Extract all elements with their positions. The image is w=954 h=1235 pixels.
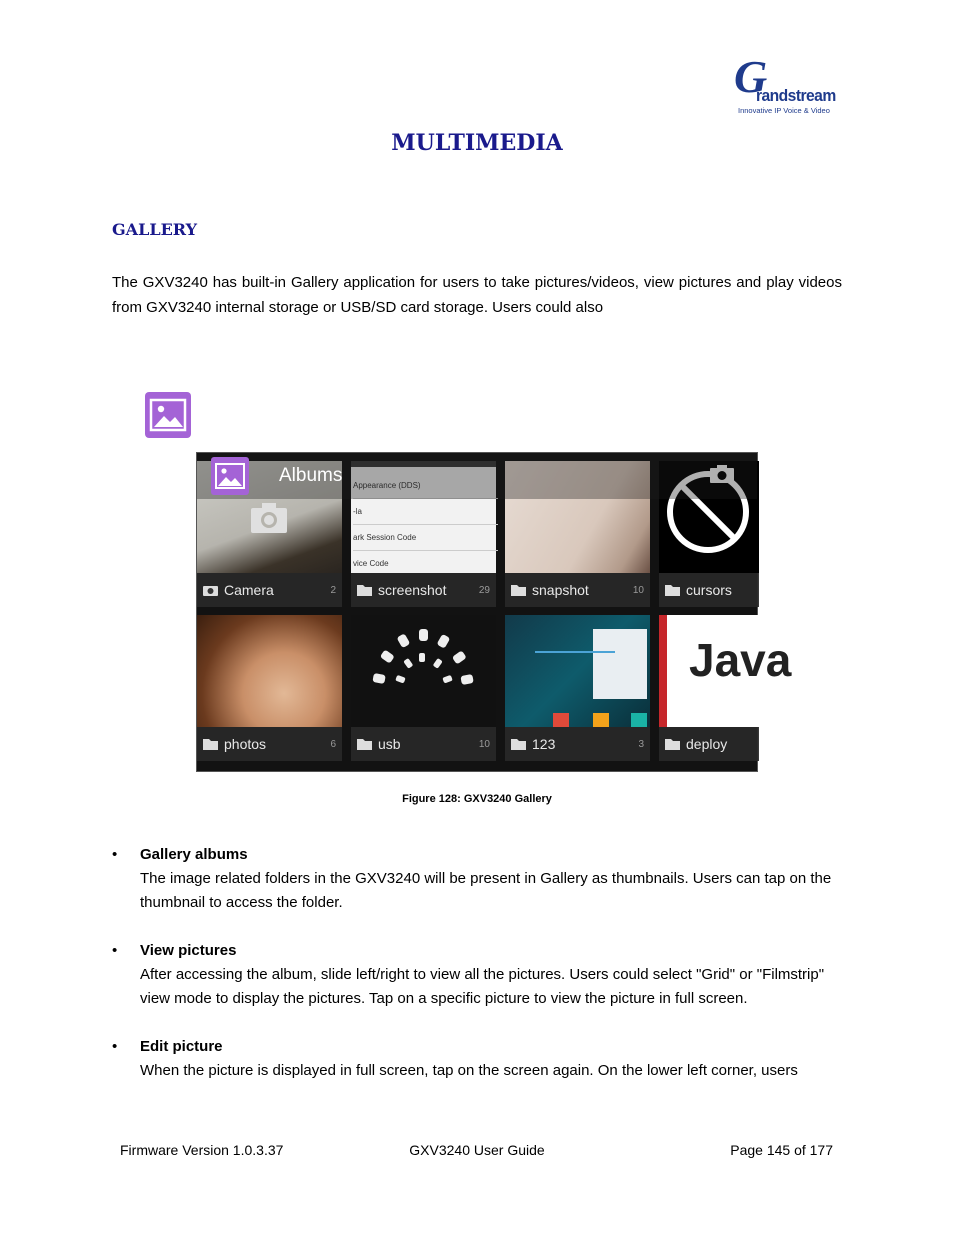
screenshot-line: vice Code [353,559,389,568]
album-tile-photos[interactable] [197,615,342,761]
grandstream-logo [734,51,838,118]
album-count: 2 [330,584,336,596]
album-name: Camera [224,582,274,598]
screenshot-line: -la [353,499,498,525]
bullet-dot: • [112,942,118,959]
album-tile-usb[interactable] [351,615,496,761]
app-bar-title: Albums [279,465,343,486]
footer-firmware: Firmware Version 1.0.3.37 [120,1142,284,1158]
bullet-dot: • [112,846,118,863]
section-title: GALLERY [112,220,197,239]
folder-icon [665,738,680,750]
camera-icon [203,584,218,596]
logo-tagline: Innovative IP Voice & Video [738,106,830,115]
folder-icon [665,584,680,596]
screenshot-line: Appearance (DDS) [353,473,498,499]
album-count: 10 [478,738,490,750]
deploy-thumb-text: Java [689,634,792,686]
bullet-dot: • [112,1038,118,1055]
footer-title: GXV3240 User Guide [409,1142,545,1158]
album-name: photos [224,736,267,752]
camera-icon [249,501,289,535]
list-item-text: The image related folders in the GXV3240 will be present in Gallery as thumbnails. Users can tap on the thumbnail to access the folder. [140,870,832,911]
album-count: 10 [632,584,644,596]
footer-page-number: Page 145 of 177 [730,1142,833,1158]
list-item-title: Gallery albums [140,846,248,863]
folder-icon [511,584,526,596]
logo-letter: G [734,51,768,102]
list-item-title: Edit picture [140,1038,223,1055]
list-item [112,843,842,915]
list-item-text: When the picture is displayed in full screen, tap on the screen again. On the lower left corner, users [140,1062,798,1079]
album-count: 6 [330,738,336,750]
list-item [112,1035,842,1083]
feature-list [112,843,842,1107]
folder-icon [357,584,372,596]
gallery-app-bar [197,453,757,499]
picture-icon [145,392,191,438]
gallery-app-icon [145,392,191,438]
album-count: 3 [638,738,644,750]
album-name: snapshot [532,582,589,598]
list-item [112,939,842,1011]
album-name: usb [378,736,401,752]
album-name: deploy [686,736,728,752]
page-title: MULTIMEDIA [391,130,563,156]
logo-word: randstream [756,86,836,105]
list-item-text: After accessing the album, slide left/right to view all the pictures. Users could select "Grid" or "Filmstrip" view mode to display the pictures. Tap on a specific picture to view the picture in full screen. [140,966,825,1007]
list-item-title: View pictures [140,942,237,959]
gallery-app-icon[interactable] [211,457,249,495]
album-tile-deploy[interactable] [659,615,792,761]
picture-icon [211,457,249,495]
folder-icon [511,738,526,750]
gallery-screenshot [196,452,792,772]
folder-icon [357,738,372,750]
album-count: 29 [478,584,490,596]
figure-caption: Figure 128: GXV3240 Gallery [402,793,552,805]
folder-icon [203,738,218,750]
spinner-icon [361,623,486,723]
screenshot-line: ark Session Code [353,525,498,551]
intro-paragraph: The GXV3240 has built-in Gallery application for users to take pictures/videos, view pictures and play videos from GXV3240 internal storage or USB/SD card storage. Users could also [112,274,842,316]
album-name: screenshot [378,582,447,598]
album-tile-123[interactable] [505,615,650,761]
album-name: 123 [532,736,556,752]
album-name: cursors [686,582,732,598]
